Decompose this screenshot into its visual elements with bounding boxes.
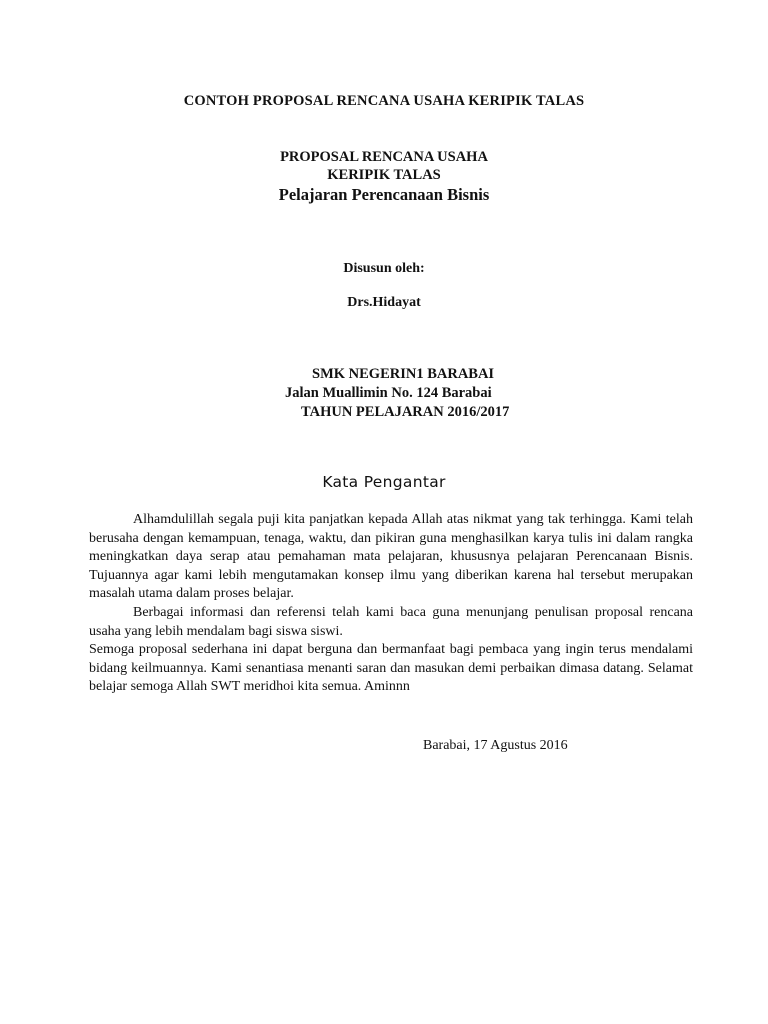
author-label: Disusun oleh:	[343, 261, 425, 276]
paragraph-text: Semoga proposal sederhana ini dapat berguna dan bermanfaat bagi pembaca yang ingin terus mendalami bidang keilmuannya. Kami senantiasa menanti saran dan masukan demi perbaikan dimasa datang. Selamat belajar semoga Allah SWT meridhoi kita semua. Aminnn	[89, 642, 693, 694]
school-year: TAHUN PELAJARAN 2016/2017	[301, 404, 510, 420]
document-title: CONTOH PROPOSAL RENCANA USAHA KERIPIK TALAS	[183, 93, 585, 109]
proposal-subject: Pelajaran Perencanaan Bisnis	[278, 185, 490, 204]
foreword-paragraph-2	[89, 604, 693, 641]
author-name: Drs.Hidayat	[347, 295, 421, 310]
foreword-paragraph-3	[89, 641, 693, 697]
proposal-title-line-1: PROPOSAL RENCANA USAHA	[280, 149, 488, 165]
school-name: SMK NEGERIN1 BARABAI	[312, 366, 495, 382]
signature-place-date: Barabai, 17 Agustus 2016	[423, 738, 568, 753]
paragraph-text: Berbagai informasi dan referensi telah kami baca guna menunjang penulisan proposal rencana usaha yang lebih mendalam bagi siswa siswi.	[89, 605, 693, 639]
school-address: Jalan Muallimin No. 124 Barabai	[285, 385, 492, 401]
paragraph-text: Alhamdulillah segala puji kita panjatkan kepada Allah atas nikmat yang tak terhingga. Kami telah berusaha dengan kemampuan, tenaga, waktu, dan pikiran guna menghasilkan karya tulis ini dalam rangka meningkatkan daya serap atau pemahaman mata pelajaran, khususnya pelajaran Perencanaan Bisnis. Tujuannya agar kami lebih mengutamakan konsep ilmu yang diberikan karena hal tersebut merupakan masalah utama dalam proses belajar.	[89, 512, 693, 601]
section-heading-foreword: Kata Pengantar	[322, 473, 446, 491]
proposal-title-line-2: KERIPIK TALAS	[327, 167, 441, 183]
foreword-paragraph-1	[89, 511, 693, 604]
